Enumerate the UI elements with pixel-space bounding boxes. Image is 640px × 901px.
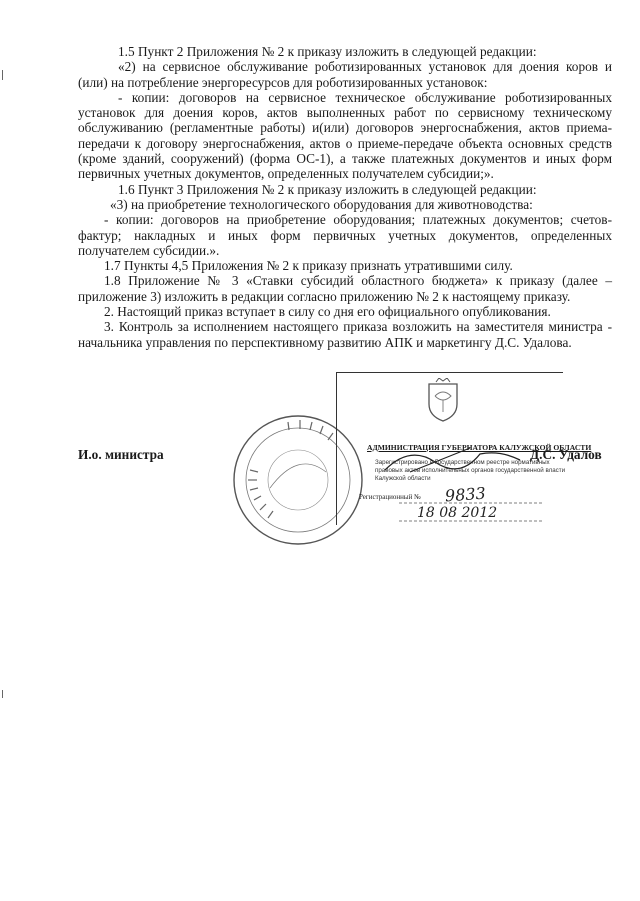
paragraph: 2. Настоящий приказ вступает в силу со дня его официального опубликования.: [104, 304, 551, 320]
stamp-label: Регистрационный №: [359, 493, 421, 501]
paragraph: - копии: договоров на приобретение оборудования; платежных документов; счетов-фактур; накладных и иных форм первичных учетных документов, определенных получателем субсидии.».: [78, 212, 612, 258]
scan-mark: [2, 690, 3, 698]
paragraph: 1.5 Пункт 2 Приложения № 2 к приказу изложить в следующей редакции:: [118, 44, 537, 59]
stamp-line: Зарегистрировано в Государственном реестре нормативных: [375, 459, 550, 466]
signatory-name: Д.С. Удалов: [530, 447, 602, 462]
paragraph: «3) на приобретение технологического оборудования для животноводства:: [110, 196, 533, 212]
signatory-position: И.о. министра: [78, 447, 164, 462]
scan-mark: [2, 70, 3, 80]
paragraph: 3. Контроль за исполнением настоящего приказа возложить на заместителя министра - начальника управления по перспективному развитию АПК и маркетингу Д.С. Удалова.: [78, 319, 612, 350]
stamp-line: Калужской области: [375, 475, 431, 482]
stamp-line: правовых актов исполнительных органов государственной власти: [375, 467, 566, 474]
paragraph: - копии: договоров на сервисное техническое обслуживание роботизированных установок для доения коров, актов выполненных работ по сервисному техническому обслуживанию (регламентные работы) и(или) договоров энергоснабжения, актов приема-передачи к договору энергоснабжения, актов о приеме-передаче объекта основных средств (кроме зданий, сооружений) (форма ОС-1), а также платежных документов и иных форм первичных учетных документов, определенных получателем субсидии;».: [78, 89, 612, 182]
stamp-title: АДМИНИСТРАЦИЯ ГУБЕРНАТОРА КАЛУЖСКОЙ ОБЛАСТИ: [367, 443, 592, 452]
registration-number: 9833: [444, 483, 487, 506]
paragraph: «2) на сервисное обслуживание роботизированных установок для доения коров и (или) на потребление энергоресурсов для роботизированных установок:: [78, 59, 612, 90]
paragraph: 1.8 Приложение № 3 «Ставки субсидий областного бюджета» к приказу (далее – приложение 3) изложить в редакции согласно приложению № 2 к настоящему приказу.: [78, 273, 612, 304]
coat-of-arms-icon: [420, 378, 466, 424]
paragraph: 1.7 Пункты 4,5 Приложения № 2 к приказу признать утратившими силу.: [104, 258, 513, 274]
document-body: [78, 44, 612, 350]
paragraph: 1.6 Пункт 3 Приложения № 2 к приказу изложить в следующей редакции:: [118, 181, 537, 197]
registration-date: 18 08 2012: [417, 505, 498, 521]
handwritten-signature: [380, 440, 530, 480]
